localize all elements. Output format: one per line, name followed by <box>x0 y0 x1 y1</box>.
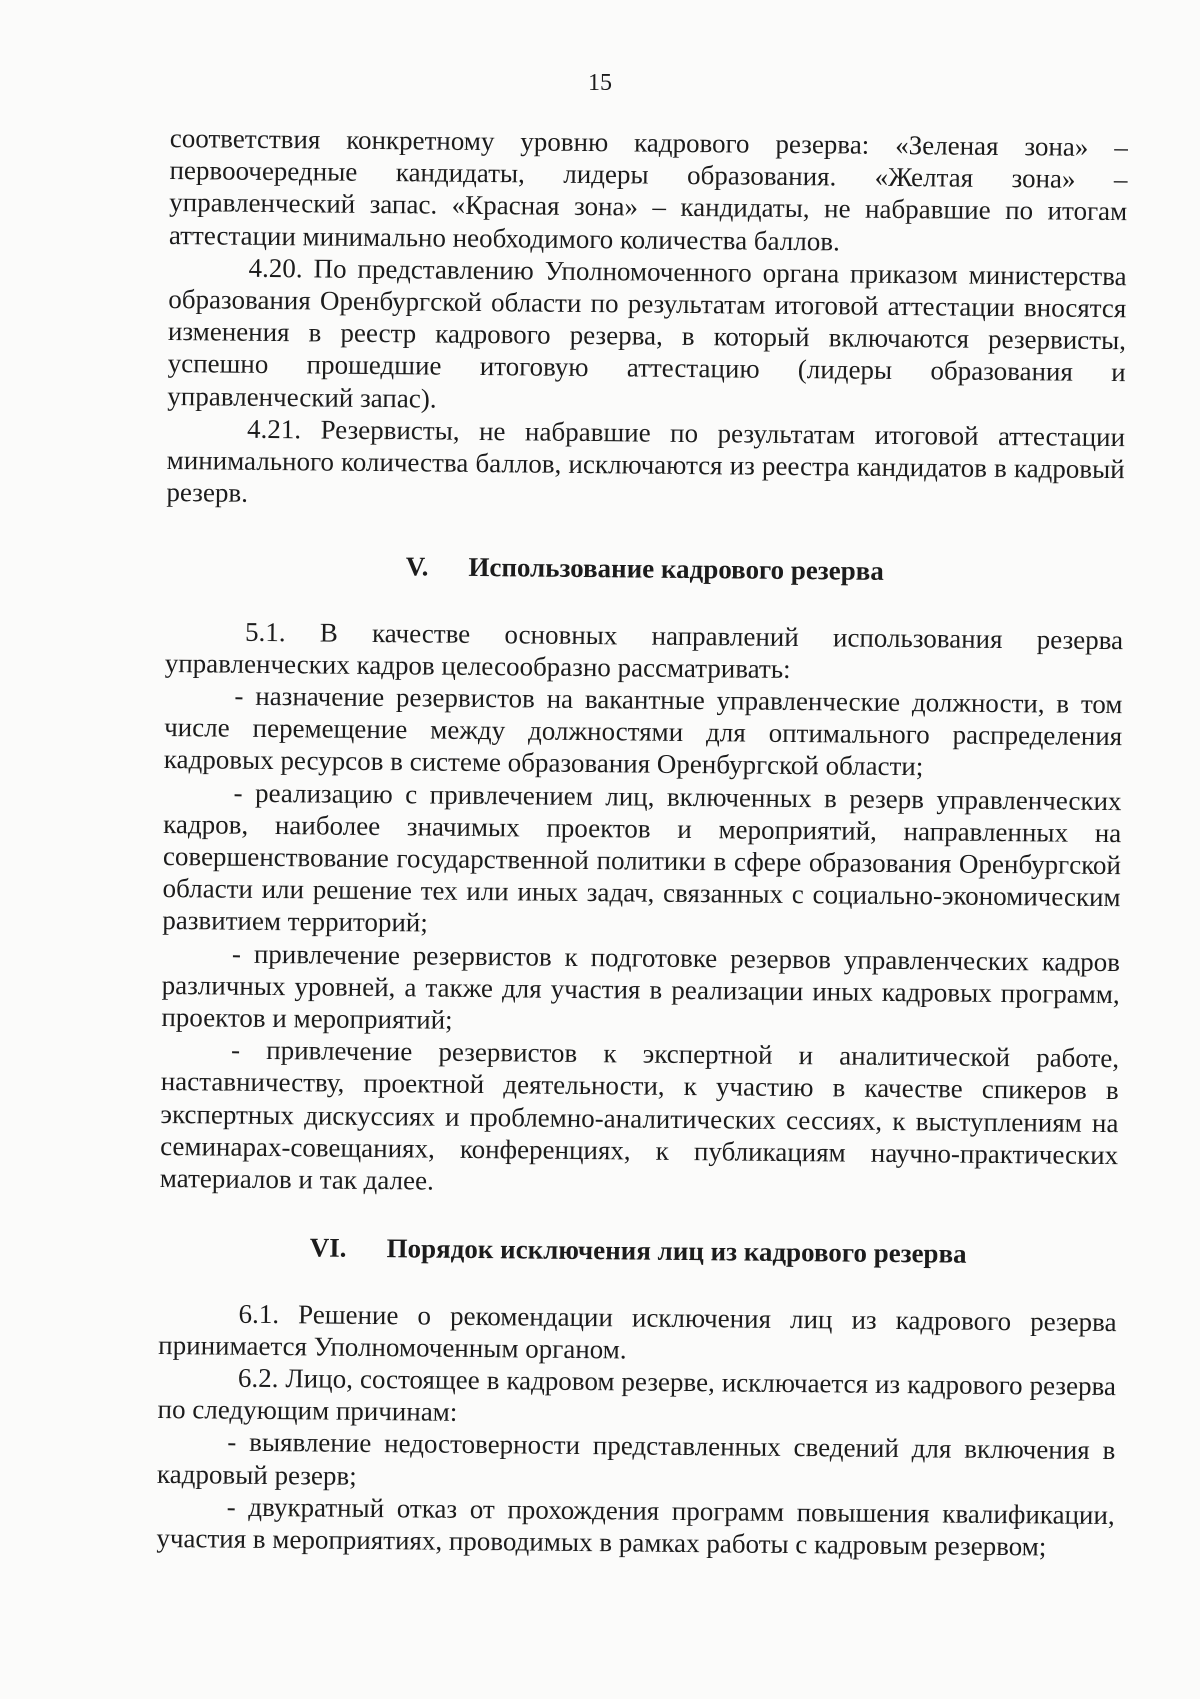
list-item: - выявление недостоверности представленных сведений для включения в кадровый резерв; <box>156 1426 1116 1491</box>
list-item: - реализацию с привлечением лиц, включенных в резерв управленческих кадров, наиболее значимых проектов и мероприятий, направленных на совершенствование государственной политики в сфере образования Оренбургской области или решение тех или иных задач, связанных с социально-экономическим развитием территорий; <box>162 777 1122 938</box>
list-item: - назначение резервистов на вакантные управленческие должности, в том числе перемещение между должностями для оптимального распределения кадровых ресурсов в системе образования Оренбургской области; <box>163 680 1123 782</box>
paragraph-4-21: 4.21. Резервисты, не набравшие по результатам итоговой аттестации минимального количества баллов, исключаются из реестра кандидатов в кадровый резерв. <box>166 413 1126 508</box>
document-body <box>156 122 1128 1563</box>
section-5-title: Использование кадрового резерва <box>468 552 884 587</box>
paragraph-zones: соответствия конкретному уровню кадрового резерва: «Зеленая зона» – первоочередные кандидаты, лидеры образования. «Желтая зона» – управленческий запас. «Красная зона» – кандидаты, не набравшие по итогам аттестации минимально необходимого количества баллов. <box>168 122 1128 257</box>
page-number: 15 <box>588 70 612 96</box>
paragraph-4-20: 4.20. По представлению Уполномоченного органа приказом министерства образования Оренбургской области по результатам итоговой аттестации вносятся изменения в реестр кадрового резерва, в который включаются резервисты, успешно прошедшие итоговую аттестацию (лидеры образования и управленческий запас). <box>167 252 1127 414</box>
paragraph-6-1: 6.1. Решение о рекомендации исключения лиц из кадрового резерва принимается Уполномоченным органом. <box>158 1298 1117 1365</box>
section-6-number: VI. <box>309 1232 347 1264</box>
list-item: - привлечение резервистов к экспертной и аналитической работе, наставничеству, проектной деятельности, к участию в качестве спикеров в экспертных дискуссиях и проблемно-аналитических сессиях, к выступлениям на семинарах-совещаниях, конференциях, к публикациям научно-практических материалов и так далее. <box>159 1034 1120 1196</box>
list-item: - двукратный отказ от прохождения программ повышения квалификации, участия в мероприятиях, проводимых в рамках работы с кадровым резервом; <box>156 1491 1115 1562</box>
section-5-number: V. <box>405 551 429 582</box>
paragraph-6-2: 6.2. Лицо, состоящее в кадровом резерве, исключается из кадрового резерва по следующим причинам: <box>157 1362 1117 1427</box>
paragraph-5-1: 5.1. В качестве основных направлений использования резерва управленческих кадров целесообразно рассматривать: <box>164 616 1124 684</box>
section-6-title: Порядок исключения лиц из кадрового резерва <box>386 1233 967 1269</box>
list-item: - привлечение резервистов к подготовке резервов управленческих кадров различных уровней, а также для участия в реализации иных кадровых программ, проектов и мероприятий; <box>161 938 1121 1035</box>
